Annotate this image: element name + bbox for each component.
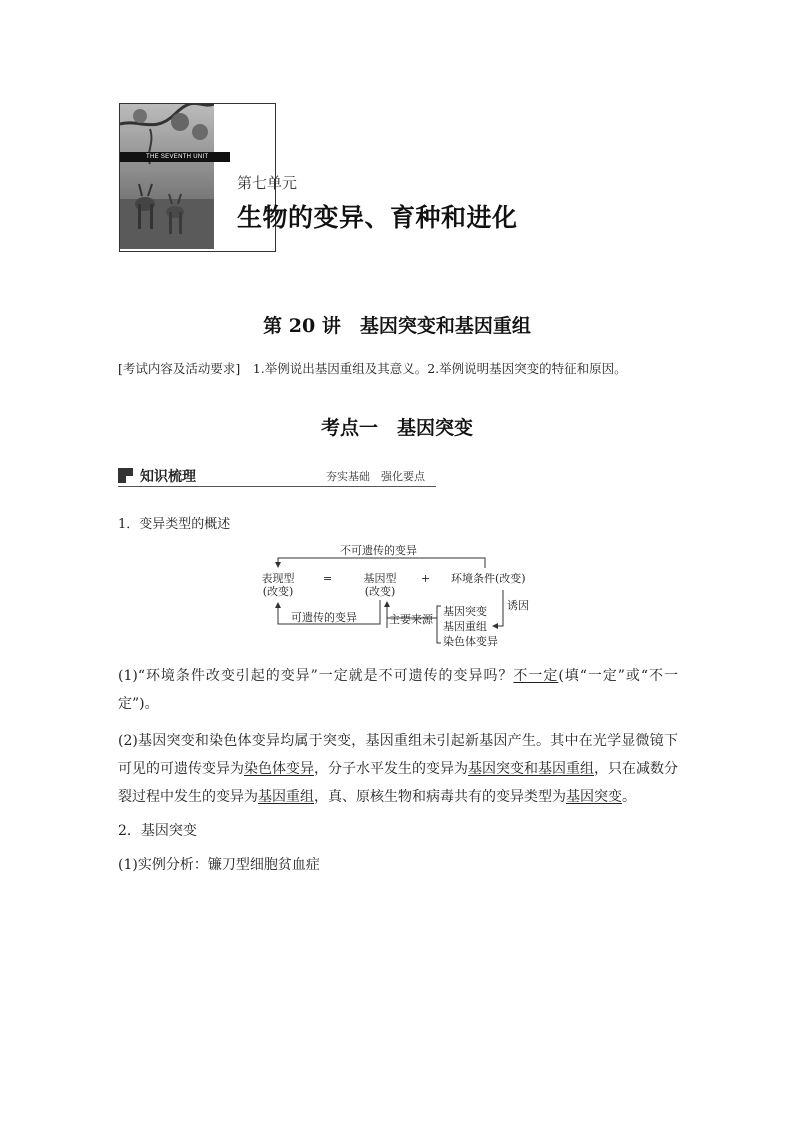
- unit-banner: THE SEVENTH UNIT: [120, 152, 230, 162]
- variation-diagram: [255, 540, 529, 655]
- diagram-equals: =: [323, 572, 333, 585]
- exam-requirement: [118, 359, 627, 377]
- section2-sub1: (1)实例分析：镰刀型细胞贫血症: [118, 857, 320, 873]
- diagram-main-source: 主要来源: [389, 613, 433, 626]
- diagram-phenotype: 表现型: [261, 572, 295, 585]
- question-2: (2)基因突变和染色体变异均属于突变，基因重组未引起新基因产生。其中在光学显微镜下可见的可遗传变异为染色体变异，分子水平发生的变异为基因突变和基因重组，只在减数分裂过程中发生的变异为基因重组，真、原核生物和病毒共有的变异类型为基因突变。: [118, 733, 678, 805]
- answer-2c: 基因重组: [258, 789, 314, 805]
- exam-requirement-tag: [考试内容及活动要求]: [118, 361, 241, 376]
- question-1: (1)“环境条件改变引起的变异”一定就是不可遗传的变异吗？不一定(填“一定”或“不一定”)。: [118, 668, 679, 712]
- answer-2a: 染色体变异: [244, 761, 314, 777]
- diagram-phenotype-sub: (改变): [262, 585, 294, 598]
- section1-heading: 1．变异类型的概述: [118, 517, 231, 532]
- section2-heading: 2．基因突变: [118, 823, 197, 839]
- point-title: 考点一 基因突变: [320, 417, 473, 439]
- diagram-type-chromosome-variation: 染色体变异: [443, 635, 498, 648]
- diagram-genotype: 基因型: [363, 572, 397, 585]
- diagram-type-gene-recombination: 基因重组: [443, 620, 487, 633]
- diagram-heritable-label: 可遗传的变异: [291, 611, 357, 624]
- diagram-genotype-sub: (改变): [364, 585, 396, 598]
- diagram-plus: +: [421, 572, 431, 585]
- answer-1: 不一定: [513, 668, 559, 684]
- unit-label: 第七单元: [237, 174, 298, 192]
- diagram-type-gene-mutation: 基因突变: [443, 605, 487, 618]
- deer-photo: [120, 104, 214, 249]
- knowledge-bar: [118, 465, 436, 487]
- knowledge-tagline: 夯实基础 强化要点: [326, 470, 425, 483]
- diagram-induce: 诱因: [507, 599, 529, 612]
- answer-2d: 基因突变: [566, 789, 622, 805]
- diagram-nonheritable-label: 不可遗传的变异: [340, 544, 417, 557]
- exam-requirement-text: 1.举例说出基因重组及其意义。2.举例说明基因突变的特征和原因。: [252, 361, 627, 376]
- deer-illustration: [120, 104, 214, 249]
- diagram-environment: 环境条件(改变): [451, 572, 526, 585]
- answer-2b: 基因突变和基因重组: [468, 761, 594, 777]
- unit-title: 生物的变异、育种和进化: [237, 203, 518, 232]
- knowledge-underline: [118, 486, 436, 487]
- knowledge-label: 知识梳理: [140, 469, 196, 485]
- lecture-title: 第 20 讲 基因突变和基因重组: [263, 315, 531, 337]
